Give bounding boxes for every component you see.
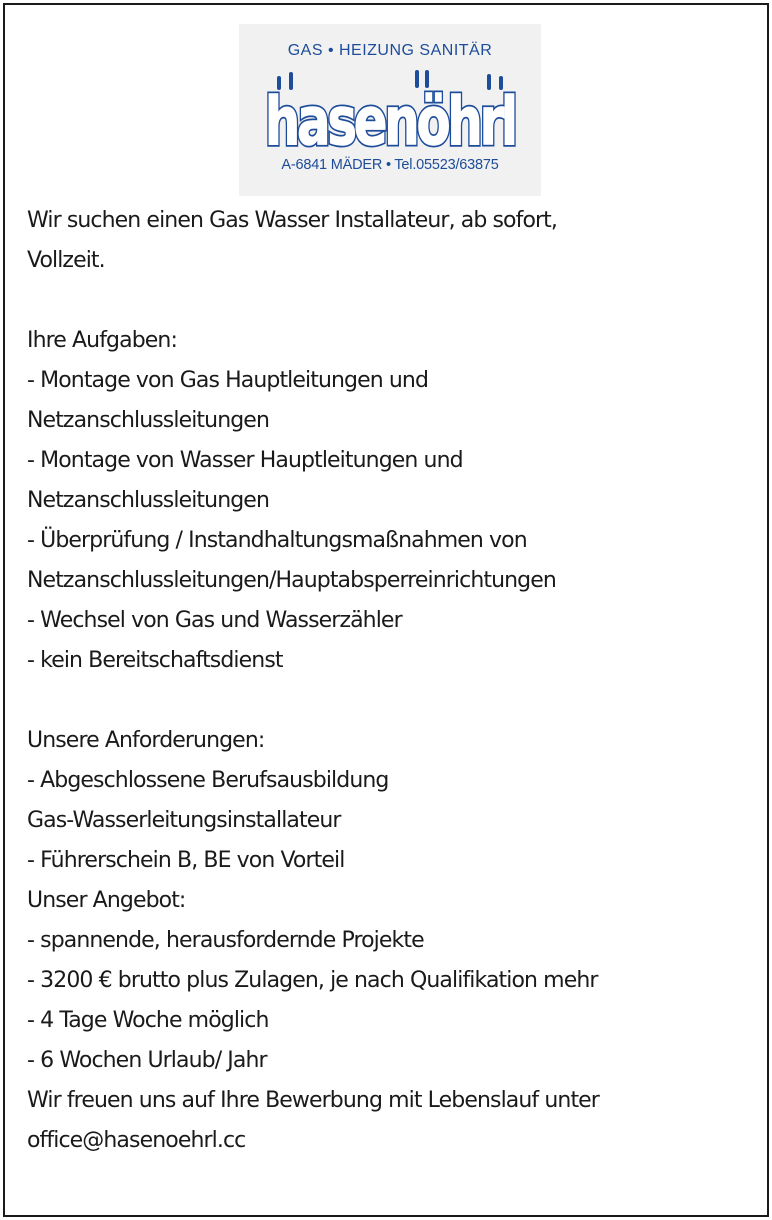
tasks-heading: Ihre Aufgaben:: [27, 328, 177, 353]
spacer: [27, 681, 762, 721]
requirement-item-cont: Gas-Wasserleitungsinstallateur: [27, 808, 341, 833]
requirement-item: - Führerschein B, BE von Vorteil: [27, 848, 345, 873]
requirement-item: - Abgeschlossene Berufsausbildung: [27, 768, 389, 793]
task-item: - Wechsel von Gas und Wasserzähler: [27, 608, 402, 633]
task-item: - Montage von Wasser Hauptleitungen und: [27, 448, 463, 473]
logo-services-line: GAS • HEIZUNG SANITÄR: [287, 42, 493, 59]
task-item-cont: Netzanschlussleitungen: [27, 408, 269, 433]
svg-text:hasenöhrl: hasenöhrl: [265, 83, 515, 160]
task-item: - kein Bereitschaftsdienst: [27, 648, 283, 673]
company-logo: [239, 24, 541, 196]
logo-wordmark: [239, 60, 541, 170]
intro-line-2: Vollzeit.: [27, 248, 105, 273]
closing-line: Wir freuen uns auf Ihre Bewerbung mit Lebenslauf unter: [27, 1088, 599, 1113]
job-ad-frame: [3, 3, 769, 1217]
offer-item: - 6 Wochen Urlaub/ Jahr: [27, 1048, 267, 1073]
job-ad-text: [27, 201, 762, 1161]
offer-item: - 3200 € brutto plus Zulagen, je nach Qualifikation mehr: [27, 968, 598, 993]
offer-heading: Unser Angebot:: [27, 888, 186, 913]
offer-item: - spannende, herausfordernde Projekte: [27, 928, 424, 953]
intro-line-1: Wir suchen einen Gas Wasser Installateur, ab sofort,: [27, 208, 557, 233]
contact-email[interactable]: office@hasenoehrl.cc: [27, 1128, 246, 1153]
task-item-cont: Netzanschlussleitungen/Hauptabsperreinrichtungen: [27, 568, 556, 593]
requirements-heading: Unsere Anforderungen:: [27, 728, 265, 753]
offer-item: - 4 Tage Woche möglich: [27, 1008, 269, 1033]
logo-address-line: A-6841 MÄDER • Tel.05523/63875: [281, 157, 499, 173]
task-item: - Montage von Gas Hauptleitungen und: [27, 368, 429, 393]
task-item: - Überprüfung / Instandhaltungsmaßnahmen von: [27, 528, 527, 553]
spacer: [27, 281, 762, 321]
svg-text:hasenöhrl: hasenöhrl: [265, 83, 515, 160]
task-item-cont: Netzanschlussleitungen: [27, 488, 269, 513]
